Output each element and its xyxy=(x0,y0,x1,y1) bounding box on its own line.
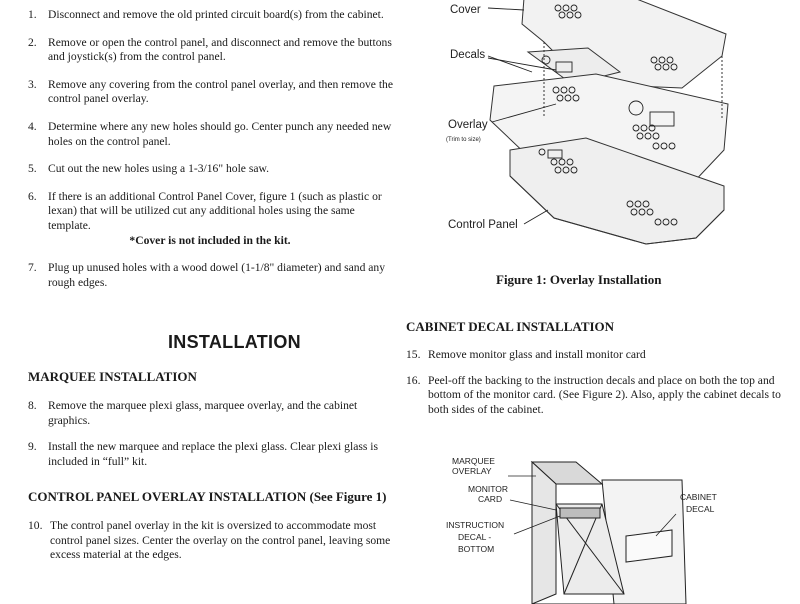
step-number: 6. xyxy=(28,189,37,203)
step-2 xyxy=(28,36,396,65)
step-5 xyxy=(28,162,396,177)
cover-plate xyxy=(522,0,726,88)
step-text: Remove monitor glass and install monitor card xyxy=(428,348,646,361)
step-text: Peel-off the backing to the instruction decals and place on both the top and bottom of the monitor card. (See Figure 2). Also, apply the cabinet decals to both sides of the cabinet. xyxy=(428,373,781,416)
step-text: Install the new marquee and replace the plexi glass. Clear plexi glass is included in “full” kit. xyxy=(48,440,378,468)
prep-steps-list xyxy=(28,8,396,290)
fig2-label-decal: DECAL - xyxy=(458,532,492,542)
step-number: 3. xyxy=(28,77,37,91)
step-10 xyxy=(28,519,396,563)
step-number: 8. xyxy=(28,399,37,412)
cabinet-decal-section xyxy=(406,318,794,417)
fig1-label-overlay: Overlay xyxy=(448,119,488,131)
step-4 xyxy=(28,120,396,149)
fig2-label-cabinet-decal: DECAL xyxy=(686,504,715,514)
step-number: 5. xyxy=(28,162,37,176)
step-number: 7. xyxy=(28,261,37,275)
step-number: 9. xyxy=(28,440,37,454)
step-text: The control panel overlay in the kit is oversized to accommodate most control panel sizes. Center the overlay on the control panel, leaving some excess material at the edges. xyxy=(50,519,391,562)
step-7 xyxy=(28,261,396,290)
fig2-label-card: CARD xyxy=(478,494,503,504)
cabinet-steps-list xyxy=(406,348,794,417)
instruction-decal-bottom xyxy=(560,508,600,518)
step-number: 4. xyxy=(28,119,37,133)
fig2-label-cabinet: CABINET xyxy=(680,492,717,502)
fig2-label-marquee: MARQUEE xyxy=(452,456,495,466)
figure-2-cabinet-diagram xyxy=(406,444,794,604)
marquee-heading: MARQUEE INSTALLATION xyxy=(28,369,197,384)
cabinet-decal-heading: CABINET DECAL INSTALLATION xyxy=(406,319,615,334)
installation-heading: INSTALLATION xyxy=(168,332,301,352)
fig2-label-instruction: INSTRUCTION xyxy=(446,520,505,530)
cabinet-decal xyxy=(626,530,672,562)
step-text: Remove any covering from the control panel overlay, and then remove the control panel overlay. xyxy=(48,77,394,106)
overlay-steps-list xyxy=(28,519,396,563)
fig2-label-overlay: OVERLAY xyxy=(452,466,492,476)
fig2-label-bottom: BOTTOM xyxy=(458,544,495,554)
step-8 xyxy=(28,399,396,428)
figure-1-caption: Figure 1: Overlay Installation xyxy=(496,272,662,287)
step-6 xyxy=(28,190,396,248)
step-text: Disconnect and remove the old printed circuit board(s) from the cabinet. xyxy=(48,8,384,21)
figure-1-overlay-diagram xyxy=(406,0,794,265)
step-16 xyxy=(406,374,794,418)
cabinet-front xyxy=(532,462,556,604)
step-text: Cut out the new holes using a 1-3/16" hole saw. xyxy=(48,162,270,176)
step-text: If there is an additional Control Panel Cover, figure 1 (such as plastic or lexan) that will be utilized cut any additional holes using the same template. xyxy=(48,189,382,232)
step-text: Remove the marquee plexi glass, marquee overlay, and the cabinet graphics. xyxy=(48,399,358,427)
step-number: 10. xyxy=(28,519,43,532)
cover-note: *Cover is not included in the kit. xyxy=(129,233,291,247)
step-text: Plug up unused holes with a wood dowel (1-1/8" diameter) and sand any rough edges. xyxy=(48,261,386,289)
step-number: 1. xyxy=(28,8,37,21)
overlay-section xyxy=(28,488,396,563)
fig1-label-decals: Decals xyxy=(450,49,486,61)
fig2-label-monitor: MONITOR xyxy=(468,484,508,494)
fig1-label-cover: Cover xyxy=(450,4,481,16)
step-text: Determine where any new holes should go. Center punch any needed new holes on the control panel. xyxy=(48,119,392,148)
step-3 xyxy=(28,78,396,107)
step-text: Remove or open the control panel, and disconnect and remove the buttons and joystick(s) from the control panel. xyxy=(48,35,392,64)
marquee-steps-list xyxy=(28,399,396,469)
step-number: 16. xyxy=(406,373,421,387)
fig1-label-control-panel: Control Panel xyxy=(448,219,518,231)
step-number: 15. xyxy=(406,348,421,361)
overlay-heading: CONTROL PANEL OVERLAY INSTALLATION (See Figure 1) xyxy=(28,489,387,504)
step-1 xyxy=(28,8,396,23)
step-9 xyxy=(28,440,396,469)
fig1-label-trim: (Trim to size) xyxy=(446,137,481,143)
step-15 xyxy=(406,348,794,363)
step-number: 2. xyxy=(28,35,37,49)
marquee-section xyxy=(28,368,396,469)
